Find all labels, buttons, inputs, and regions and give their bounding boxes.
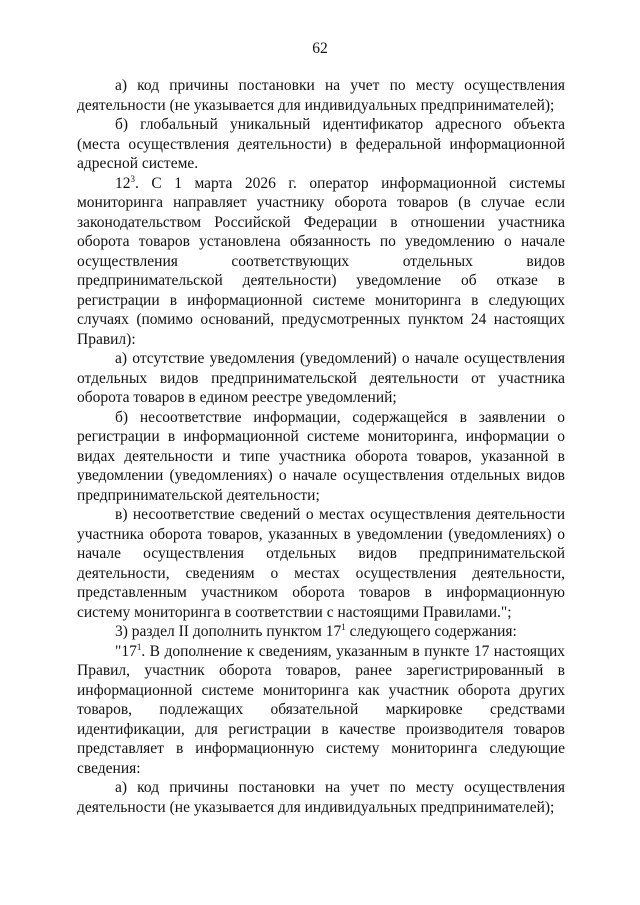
paragraph-clause-3 bbox=[77, 622, 565, 642]
clause-superscript: 3 bbox=[130, 173, 135, 184]
paragraph-item-v-mismatch bbox=[77, 505, 565, 622]
paragraph-text-tail: следующего содержания: bbox=[345, 623, 517, 640]
paragraph-clause-12-3 bbox=[77, 174, 565, 350]
page-number: 62 bbox=[312, 40, 328, 57]
paragraph-text: а) код причины постановки на учет по месту осуществления деятельности (не указывается для индивидуальных предпринимателей); bbox=[77, 779, 565, 816]
paragraph-text: б) несоответствие информации, содержащейся в заявлении о регистрации в информационной системе мониторинга, информации о видах деятельности и типе участника оборота товаров, указанной в уведомлении (уведомлениях) о начале осуществления отдельных видов предпринимательской деятельности; bbox=[77, 408, 565, 504]
paragraph-clause-17-1 bbox=[77, 642, 565, 779]
paragraph-text: 3) раздел II дополнить пунктом 17 bbox=[115, 623, 342, 640]
paragraph-item-a-kpp bbox=[77, 76, 565, 115]
document-body bbox=[77, 76, 565, 817]
paragraph-text: а) отсутствие уведомления (уведомлений) о начале осуществления отдельных видов предпринимательской деятельности от участника оборота товаров в едином реестре уведомлений; bbox=[77, 350, 565, 406]
paragraph-text: б) глобальный уникальный идентификатор адресного объекта (места осуществления деятельности) в федеральной информационной адресной системе. bbox=[77, 116, 565, 172]
paragraph-text: . С 1 марта 2026 г. оператор информационной системы мониторинга направляет участнику оборота товаров (в случае если законодательством Российской Федерации в отношении участника оборота товаров установлена обязанность по уведомлению о начале осуществления соответствующих отдельных видов предпринимательской деятельности) уведомление об отказе в регистрации в информационной системе мониторинга в следующих случаях (помимо оснований, предусмотренных пунктом 24 настоящих Правил): bbox=[77, 174, 565, 348]
clause-number: "17 bbox=[115, 642, 137, 660]
paragraph-item-a-absence bbox=[77, 349, 565, 408]
paragraph-item-a-kpp-repeat bbox=[77, 778, 565, 817]
clause-superscript: 1 bbox=[341, 621, 346, 632]
paragraph-text: . В дополнение к сведениям, указанным в пункте 17 настоящих Правил, участник оборота товаров, ранее зарегистрированный в информационной системе мониторинга как участник оборота других товаров, подлежащих обязательной маркировке средствами идентификации, для регистрации в качестве производителя товаров представляет в информационную систему мониторинга следующие сведения: bbox=[77, 642, 565, 777]
paragraph-item-b-mismatch bbox=[77, 408, 565, 506]
clause-number: 12 bbox=[115, 174, 131, 192]
paragraph-text: а) код причины постановки на учет по месту осуществления деятельности (не указывается для индивидуальных предпринимателей); bbox=[77, 77, 565, 114]
paragraph-text: в) несоответствие сведений о местах осуществления деятельности участника оборота товаров, указанных в уведомлении (уведомлениях) о начале осуществления отдельных видов предпринимательской деятельности, сведениям о местах осуществления деятельности, представленным участником оборота товаров в информационную систему мониторинга в соответствии с настоящими Правилами."; bbox=[77, 506, 565, 621]
paragraph-item-b-fias bbox=[77, 115, 565, 174]
clause-superscript: 1 bbox=[136, 641, 142, 652]
